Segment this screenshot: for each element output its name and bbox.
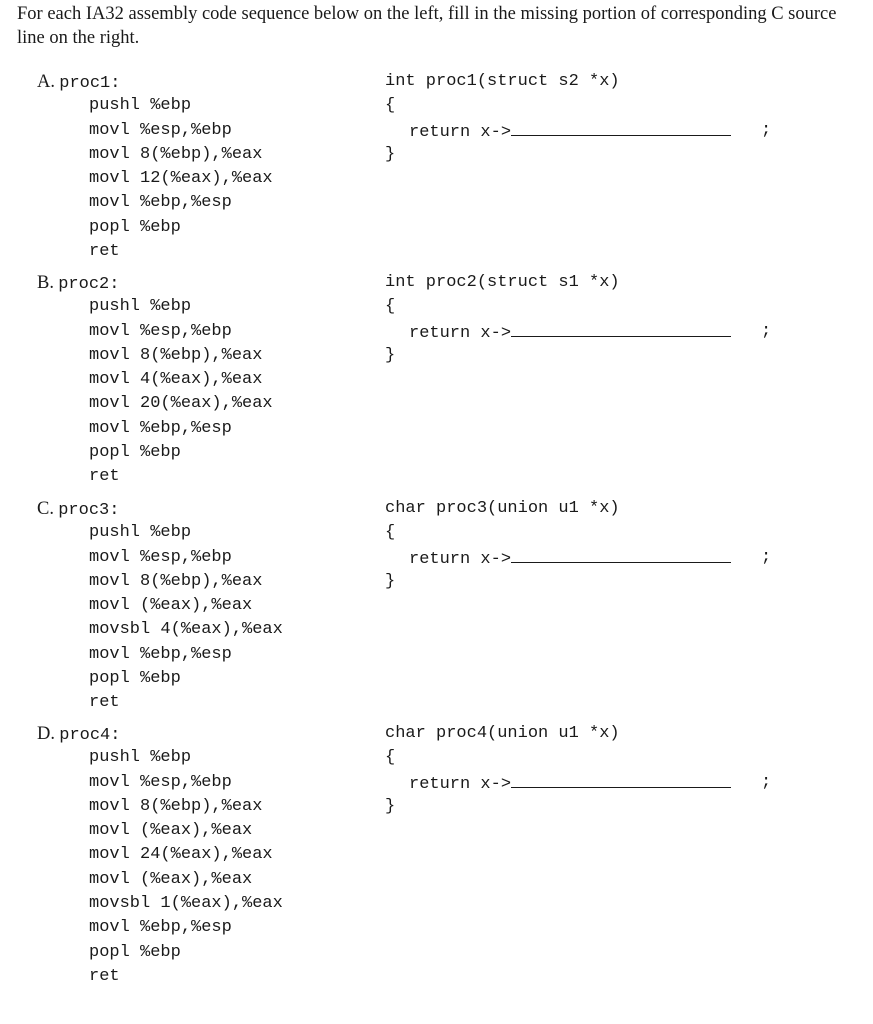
assembly-line: movl (%eax),%eax: [89, 821, 253, 841]
assembly-line: popl %ebp: [89, 942, 181, 962]
answer-blank[interactable]: [511, 771, 731, 788]
close-brace: }: [385, 796, 396, 816]
return-prefix: return x->: [409, 549, 512, 569]
problem-letter: A.: [37, 72, 55, 92]
procedure-name: proc3:: [58, 501, 120, 520]
assembly-line: movsbl 4(%eax),%eax: [89, 620, 283, 640]
procedure-name: proc2:: [58, 275, 120, 294]
semicolon: ;: [761, 120, 772, 140]
assembly-line: movl 4(%eax),%eax: [89, 370, 263, 390]
answer-blank[interactable]: [511, 546, 731, 563]
function-signature: int proc1(struct s2 *x): [385, 72, 620, 91]
assembly-code: [89, 521, 283, 715]
assembly-line: ret: [89, 966, 120, 986]
close-brace: }: [385, 345, 396, 365]
return-line: [385, 546, 805, 570]
assembly-line: ret: [89, 467, 120, 487]
problem-letter: D.: [37, 724, 55, 744]
instructions-text: For each IA32 assembly code sequence below on the left, fill in the missing portion of corresponding C source line on the right.: [17, 4, 837, 48]
procedure-name: proc4:: [59, 726, 121, 745]
assembly-line: movl 24(%eax),%eax: [89, 845, 273, 865]
assembly-line: movl %ebp,%esp: [89, 193, 232, 213]
function-signature: char proc3(union u1 *x): [385, 499, 620, 518]
assembly-line: movsbl 1(%eax),%eax: [89, 894, 283, 914]
problem-label: [37, 271, 119, 297]
return-prefix: return x->: [409, 323, 512, 343]
assembly-line: pushl %ebp: [89, 523, 192, 543]
return-prefix: return x->: [409, 774, 512, 794]
semicolon: ;: [761, 772, 772, 792]
assembly-line: movl %esp,%ebp: [89, 321, 232, 341]
procedure-name: proc1:: [59, 74, 121, 93]
c-source: [385, 271, 805, 368]
return-line: [385, 119, 805, 143]
assembly-line: movl 8(%ebp),%eax: [89, 571, 263, 591]
answer-blank[interactable]: [511, 119, 731, 136]
semicolon: ;: [761, 321, 772, 341]
problem-label: [37, 70, 120, 96]
assembly-line: movl (%eax),%eax: [89, 869, 253, 889]
c-source: [385, 70, 805, 167]
semicolon: ;: [761, 547, 772, 567]
assembly-line: movl 20(%eax),%eax: [89, 394, 273, 414]
assembly-line: movl %ebp,%esp: [89, 644, 232, 664]
assembly-line: pushl %ebp: [89, 297, 192, 317]
assembly-line: popl %ebp: [89, 443, 181, 463]
assembly-code: [89, 94, 273, 264]
problem-label: [37, 722, 120, 748]
assembly-line: movl 8(%ebp),%eax: [89, 796, 263, 816]
open-brace: {: [385, 748, 396, 768]
return-line: [385, 320, 805, 344]
assembly-line: popl %ebp: [89, 669, 181, 689]
return-line: [385, 771, 805, 795]
assembly-line: pushl %ebp: [89, 96, 192, 116]
assembly-line: pushl %ebp: [89, 748, 192, 768]
assembly-line: movl %ebp,%esp: [89, 918, 232, 938]
assembly-line: movl 8(%ebp),%eax: [89, 144, 263, 164]
problem-label: [37, 497, 119, 523]
c-source: [385, 722, 805, 819]
assembly-code: [89, 746, 283, 989]
assembly-line: movl %esp,%ebp: [89, 772, 232, 792]
assembly-line: ret: [89, 693, 120, 713]
assembly-line: movl %esp,%ebp: [89, 547, 232, 567]
assembly-line: movl (%eax),%eax: [89, 596, 253, 616]
function-signature: int proc2(struct s1 *x): [385, 273, 620, 292]
problem-letter: C.: [37, 499, 54, 519]
open-brace: {: [385, 297, 396, 317]
open-brace: {: [385, 96, 396, 116]
c-source: [385, 497, 805, 594]
assembly-line: popl %ebp: [89, 217, 181, 237]
answer-blank[interactable]: [511, 320, 731, 337]
return-prefix: return x->: [409, 122, 512, 142]
assembly-line: movl %esp,%ebp: [89, 120, 232, 140]
assembly-line: movl 12(%eax),%eax: [89, 169, 273, 189]
assembly-code: [89, 295, 273, 489]
close-brace: }: [385, 144, 396, 164]
assembly-line: ret: [89, 242, 120, 262]
close-brace: }: [385, 571, 396, 591]
open-brace: {: [385, 523, 396, 543]
assembly-line: movl 8(%ebp),%eax: [89, 345, 263, 365]
assembly-line: movl %ebp,%esp: [89, 418, 232, 438]
function-signature: char proc4(union u1 *x): [385, 724, 620, 743]
problem-letter: B.: [37, 273, 54, 293]
